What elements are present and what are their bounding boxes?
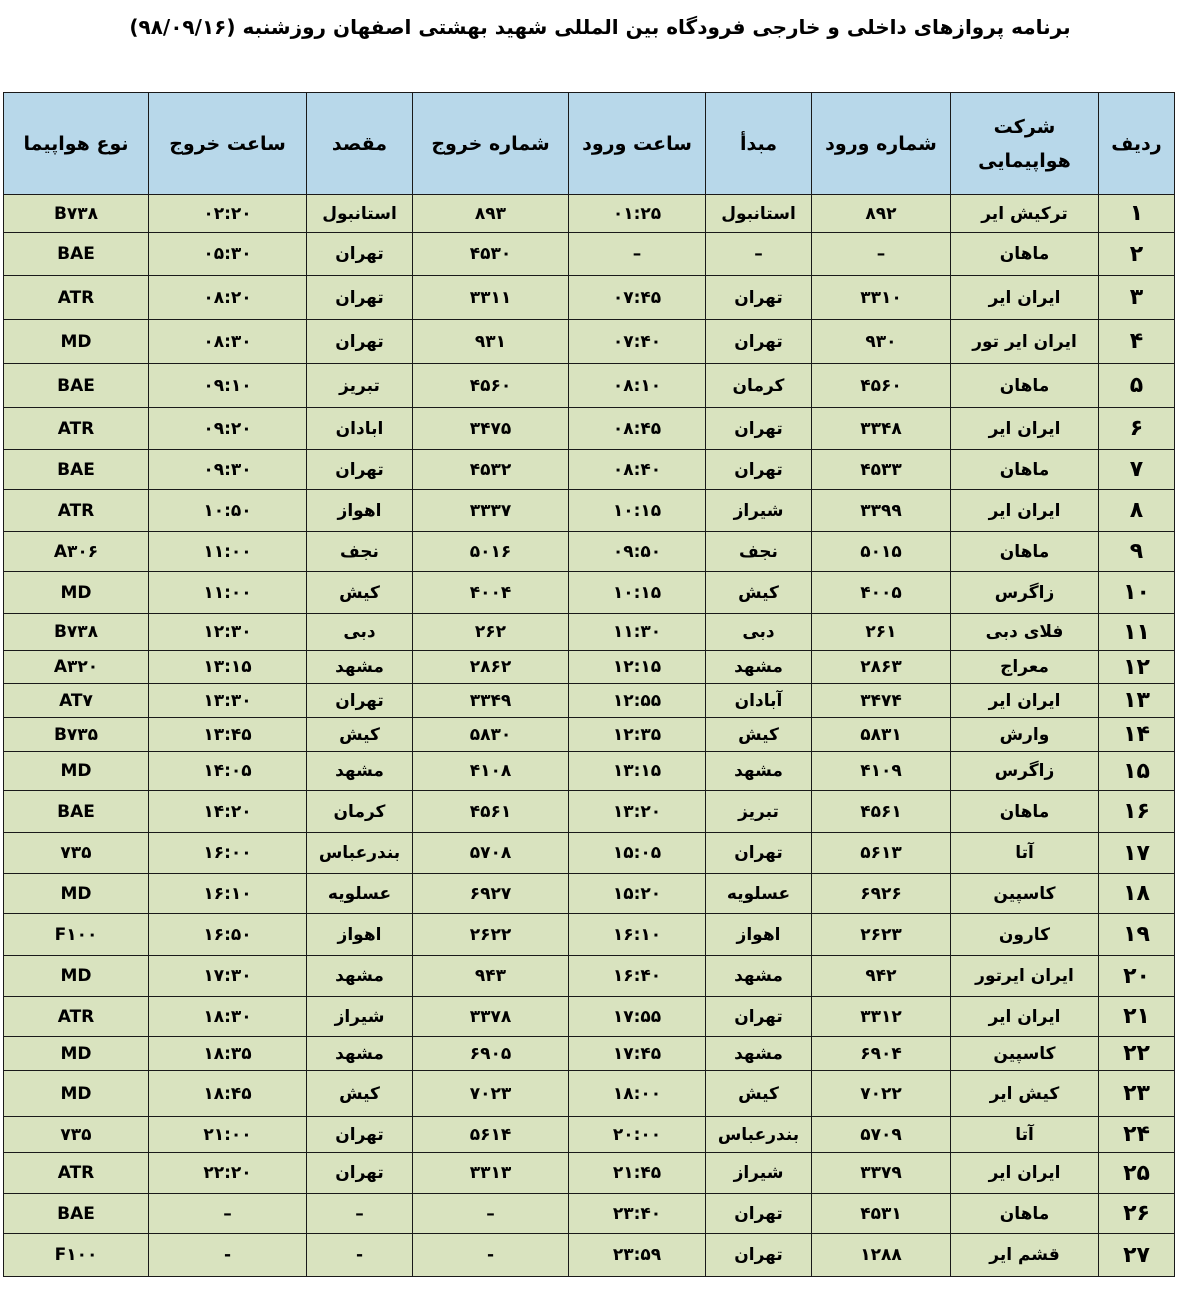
cell-airline: ماهان <box>951 532 1099 572</box>
cell-airline: ایران ایر <box>951 408 1099 450</box>
cell-destination: استانبول <box>307 195 413 233</box>
cell-origin: تبریز <box>706 791 812 833</box>
cell-origin: تهران <box>706 833 812 874</box>
cell-row-number: ۳ <box>1099 276 1175 320</box>
cell-departure-time: ۰۹:۲۰ <box>149 408 307 450</box>
cell-departure-time: ۱۰:۵۰ <box>149 490 307 532</box>
table-row <box>4 1037 1175 1071</box>
cell-arrival-flight-number: ۲۶۲۳ <box>812 914 951 956</box>
cell-row-number: ۱۶ <box>1099 791 1175 833</box>
cell-aircraft-type: MD <box>4 956 149 997</box>
cell-departure-time: - <box>149 1234 307 1277</box>
cell-aircraft-type: BAE <box>4 364 149 408</box>
cell-destination: - <box>307 1234 413 1277</box>
cell-airline: کاسپین <box>951 1037 1099 1071</box>
cell-departure-flight-number: ۵۷۰۸ <box>413 833 569 874</box>
cell-origin: استانبول <box>706 195 812 233</box>
cell-arrival-time: ۱۸:۰۰ <box>569 1071 706 1117</box>
cell-row-number: ۲۶ <box>1099 1194 1175 1234</box>
table-row <box>4 874 1175 914</box>
cell-departure-time: ۱۴:۰۵ <box>149 752 307 791</box>
cell-departure-flight-number: ۲۶۲ <box>413 614 569 651</box>
cell-origin: کیش <box>706 572 812 614</box>
cell-arrival-flight-number: ۴۵۶۰ <box>812 364 951 408</box>
cell-departure-time: ۰۵:۳۰ <box>149 233 307 276</box>
cell-airline: ماهان <box>951 450 1099 490</box>
table-row <box>4 752 1175 791</box>
cell-origin: اهواز <box>706 914 812 956</box>
cell-arrival-flight-number: ۳۳۱۲ <box>812 997 951 1037</box>
cell-row-number: ۹ <box>1099 532 1175 572</box>
cell-departure-time: ۰۸:۳۰ <box>149 320 307 364</box>
cell-row-number: ۲۳ <box>1099 1071 1175 1117</box>
cell-arrival-flight-number: ۳۳۹۹ <box>812 490 951 532</box>
cell-departure-flight-number: ۴۵۶۱ <box>413 791 569 833</box>
cell-arrival-flight-number: ۱۲۸۸ <box>812 1234 951 1277</box>
cell-departure-flight-number: ۲۸۶۲ <box>413 651 569 684</box>
cell-origin: کرمان <box>706 364 812 408</box>
cell-origin: نجف <box>706 532 812 572</box>
cell-departure-flight-number: - <box>413 1234 569 1277</box>
cell-aircraft-type: B۷۳۵ <box>4 718 149 752</box>
cell-airline: ایران ایر <box>951 276 1099 320</box>
cell-destination: شیراز <box>307 997 413 1037</box>
cell-departure-time: ۱۳:۴۵ <box>149 718 307 752</box>
table-row <box>4 450 1175 490</box>
cell-row-number: ۱۹ <box>1099 914 1175 956</box>
table-row <box>4 833 1175 874</box>
cell-arrival-time: ۰۷:۴۵ <box>569 276 706 320</box>
cell-row-number: ۱۱ <box>1099 614 1175 651</box>
cell-departure-flight-number: ۹۳۱ <box>413 320 569 364</box>
cell-departure-time: ۰۹:۳۰ <box>149 450 307 490</box>
cell-departure-flight-number: ۸۹۳ <box>413 195 569 233</box>
cell-arrival-flight-number: ۶۹۰۴ <box>812 1037 951 1071</box>
header-airline: شرکت هواپیمایی <box>951 93 1099 195</box>
cell-departure-time: ۱۶:۰۰ <box>149 833 307 874</box>
cell-row-number: ۱۲ <box>1099 651 1175 684</box>
cell-origin: بندرعباس <box>706 1117 812 1153</box>
cell-airline: قشم ایر <box>951 1234 1099 1277</box>
cell-destination: مشهد <box>307 956 413 997</box>
cell-arrival-flight-number: ۴۱۰۹ <box>812 752 951 791</box>
cell-arrival-time: ۱۱:۳۰ <box>569 614 706 651</box>
cell-airline: ایران ایر <box>951 1153 1099 1194</box>
cell-departure-time: ۱۸:۴۵ <box>149 1071 307 1117</box>
cell-departure-time: ۱۶:۱۰ <box>149 874 307 914</box>
cell-arrival-flight-number: ۴۵۶۱ <box>812 791 951 833</box>
cell-departure-flight-number: ۷۰۲۳ <box>413 1071 569 1117</box>
table-row <box>4 408 1175 450</box>
cell-aircraft-type: F۱۰۰ <box>4 914 149 956</box>
cell-row-number: ۵ <box>1099 364 1175 408</box>
cell-row-number: ۲۰ <box>1099 956 1175 997</box>
cell-departure-flight-number: ۲۶۲۲ <box>413 914 569 956</box>
cell-departure-flight-number: ۵۶۱۴ <box>413 1117 569 1153</box>
cell-origin: مشهد <box>706 752 812 791</box>
cell-destination: تهران <box>307 276 413 320</box>
cell-origin: تهران <box>706 450 812 490</box>
cell-origin: تهران <box>706 408 812 450</box>
cell-airline: ایران ایرتور <box>951 956 1099 997</box>
cell-row-number: ۸ <box>1099 490 1175 532</box>
cell-arrival-flight-number: ۹۳۰ <box>812 320 951 364</box>
cell-aircraft-type: ۷۳۵ <box>4 1117 149 1153</box>
cell-row-number: ۶ <box>1099 408 1175 450</box>
cell-departure-flight-number: ۳۴۷۵ <box>413 408 569 450</box>
cell-row-number: ۱۵ <box>1099 752 1175 791</box>
cell-origin: – <box>706 233 812 276</box>
cell-arrival-flight-number: ۷۰۲۲ <box>812 1071 951 1117</box>
cell-departure-time: – <box>149 1194 307 1234</box>
cell-arrival-flight-number: ۵۶۱۳ <box>812 833 951 874</box>
cell-departure-flight-number: ۴۰۰۴ <box>413 572 569 614</box>
cell-origin: شیراز <box>706 490 812 532</box>
cell-arrival-flight-number: ۴۵۳۳ <box>812 450 951 490</box>
header-departure-time: ساعت خروج <box>149 93 307 195</box>
cell-aircraft-type: BAE <box>4 233 149 276</box>
cell-row-number: ۴ <box>1099 320 1175 364</box>
cell-arrival-flight-number: ۴۵۳۱ <box>812 1194 951 1234</box>
cell-row-number: ۱۰ <box>1099 572 1175 614</box>
table-row <box>4 233 1175 276</box>
cell-destination: عسلویه <box>307 874 413 914</box>
cell-origin: مشهد <box>706 956 812 997</box>
cell-departure-time: ۱۳:۳۰ <box>149 684 307 718</box>
cell-arrival-time: ۰۱:۲۵ <box>569 195 706 233</box>
cell-row-number: ۱۸ <box>1099 874 1175 914</box>
cell-row-number: ۱۳ <box>1099 684 1175 718</box>
cell-aircraft-type: MD <box>4 320 149 364</box>
cell-aircraft-type: ATR <box>4 408 149 450</box>
cell-arrival-flight-number: ۶۹۲۶ <box>812 874 951 914</box>
cell-arrival-time: ۱۲:۱۵ <box>569 651 706 684</box>
cell-origin: شیراز <box>706 1153 812 1194</box>
table-row <box>4 684 1175 718</box>
cell-airline: زاگرس <box>951 572 1099 614</box>
cell-departure-time: ۲۱:۰۰ <box>149 1117 307 1153</box>
table-header <box>4 93 1175 195</box>
cell-departure-time: ۱۲:۳۰ <box>149 614 307 651</box>
cell-departure-flight-number: ۳۳۷۸ <box>413 997 569 1037</box>
cell-origin: کیش <box>706 718 812 752</box>
cell-arrival-flight-number: ۴۰۰۵ <box>812 572 951 614</box>
cell-arrival-time: ۰۹:۵۰ <box>569 532 706 572</box>
cell-aircraft-type: MD <box>4 1037 149 1071</box>
header-destination: مقصد <box>307 93 413 195</box>
cell-arrival-flight-number: ۹۴۲ <box>812 956 951 997</box>
cell-destination: اهواز <box>307 490 413 532</box>
cell-aircraft-type: F۱۰۰ <box>4 1234 149 1277</box>
cell-aircraft-type: BAE <box>4 1194 149 1234</box>
cell-airline: ایران ایر <box>951 684 1099 718</box>
cell-departure-time: ۰۲:۲۰ <box>149 195 307 233</box>
table-row <box>4 320 1175 364</box>
cell-row-number: ۲۲ <box>1099 1037 1175 1071</box>
cell-aircraft-type: BAE <box>4 791 149 833</box>
cell-airline: ماهان <box>951 364 1099 408</box>
cell-aircraft-type: A۳۲۰ <box>4 651 149 684</box>
cell-arrival-flight-number: – <box>812 233 951 276</box>
cell-airline: ایران ایر <box>951 997 1099 1037</box>
cell-departure-flight-number: ۳۳۳۷ <box>413 490 569 532</box>
table-row <box>4 791 1175 833</box>
cell-arrival-flight-number: ۵۰۱۵ <box>812 532 951 572</box>
cell-origin: تهران <box>706 997 812 1037</box>
cell-aircraft-type: BAE <box>4 450 149 490</box>
cell-row-number: ۱۷ <box>1099 833 1175 874</box>
cell-row-number: ۱ <box>1099 195 1175 233</box>
table-row <box>4 532 1175 572</box>
table-row <box>4 1117 1175 1153</box>
cell-arrival-time: ۱۷:۵۵ <box>569 997 706 1037</box>
table-row <box>4 1071 1175 1117</box>
table-row <box>4 718 1175 752</box>
cell-origin: کیش <box>706 1071 812 1117</box>
cell-destination: بندرعباس <box>307 833 413 874</box>
cell-aircraft-type: ATR <box>4 997 149 1037</box>
table-row <box>4 364 1175 408</box>
cell-arrival-time: ۱۲:۳۵ <box>569 718 706 752</box>
table-row <box>4 276 1175 320</box>
cell-arrival-time: ۱۶:۴۰ <box>569 956 706 997</box>
header-aircraft-type: نوع هواپیما <box>4 93 149 195</box>
cell-destination: نجف <box>307 532 413 572</box>
cell-aircraft-type: ATR <box>4 276 149 320</box>
cell-aircraft-type: B۷۳۸ <box>4 195 149 233</box>
cell-departure-time: ۰۹:۱۰ <box>149 364 307 408</box>
cell-airline: آتا <box>951 833 1099 874</box>
cell-airline: ترکیش ایر <box>951 195 1099 233</box>
cell-arrival-time: ۱۰:۱۵ <box>569 572 706 614</box>
cell-arrival-time: ۰۸:۴۵ <box>569 408 706 450</box>
table-row <box>4 956 1175 997</box>
cell-airline: وارش <box>951 718 1099 752</box>
cell-origin: مشهد <box>706 651 812 684</box>
cell-arrival-time: ۰۸:۴۰ <box>569 450 706 490</box>
cell-airline: آتا <box>951 1117 1099 1153</box>
cell-arrival-time: ۲۱:۴۵ <box>569 1153 706 1194</box>
cell-airline: فلای دبی <box>951 614 1099 651</box>
cell-origin: تهران <box>706 276 812 320</box>
table-row <box>4 914 1175 956</box>
table-row <box>4 572 1175 614</box>
cell-aircraft-type: MD <box>4 572 149 614</box>
cell-departure-time: ۱۱:۰۰ <box>149 532 307 572</box>
cell-arrival-flight-number: ۲۸۶۳ <box>812 651 951 684</box>
table-row <box>4 651 1175 684</box>
cell-arrival-flight-number: ۲۶۱ <box>812 614 951 651</box>
cell-departure-time: ۰۸:۲۰ <box>149 276 307 320</box>
cell-departure-flight-number: ۵۸۳۰ <box>413 718 569 752</box>
cell-arrival-flight-number: ۸۹۲ <box>812 195 951 233</box>
cell-airline: کارون <box>951 914 1099 956</box>
cell-departure-flight-number: ۴۵۳۰ <box>413 233 569 276</box>
cell-airline: معراج <box>951 651 1099 684</box>
cell-destination: تهران <box>307 684 413 718</box>
cell-departure-flight-number: ۳۳۴۹ <box>413 684 569 718</box>
cell-arrival-flight-number: ۳۳۱۰ <box>812 276 951 320</box>
cell-departure-time: ۱۳:۱۵ <box>149 651 307 684</box>
table-row <box>4 997 1175 1037</box>
cell-destination: کیش <box>307 572 413 614</box>
cell-destination: مشهد <box>307 1037 413 1071</box>
cell-departure-flight-number: ۶۹۰۵ <box>413 1037 569 1071</box>
cell-row-number: ۱۴ <box>1099 718 1175 752</box>
cell-arrival-flight-number: ۵۸۳۱ <box>812 718 951 752</box>
cell-destination: کیش <box>307 1071 413 1117</box>
cell-arrival-time: ۱۳:۱۵ <box>569 752 706 791</box>
table-row <box>4 1153 1175 1194</box>
cell-aircraft-type: MD <box>4 752 149 791</box>
cell-arrival-time: ۱۳:۲۰ <box>569 791 706 833</box>
table-row <box>4 1194 1175 1234</box>
cell-arrival-time: – <box>569 233 706 276</box>
cell-row-number: ۲۱ <box>1099 997 1175 1037</box>
cell-arrival-time: ۱۷:۴۵ <box>569 1037 706 1071</box>
cell-airline: کیش ایر <box>951 1071 1099 1117</box>
cell-departure-flight-number: ۹۴۳ <box>413 956 569 997</box>
cell-aircraft-type: ۷۳۵ <box>4 833 149 874</box>
cell-aircraft-type: MD <box>4 1071 149 1117</box>
cell-destination: – <box>307 1194 413 1234</box>
cell-arrival-time: ۱۶:۱۰ <box>569 914 706 956</box>
cell-destination: مشهد <box>307 752 413 791</box>
cell-row-number: ۲ <box>1099 233 1175 276</box>
cell-departure-flight-number: ۳۳۱۳ <box>413 1153 569 1194</box>
cell-destination: تهران <box>307 450 413 490</box>
cell-arrival-time: ۲۰:۰۰ <box>569 1117 706 1153</box>
cell-arrival-time: ۲۳:۵۹ <box>569 1234 706 1277</box>
cell-destination: اهواز <box>307 914 413 956</box>
cell-departure-flight-number: ۵۰۱۶ <box>413 532 569 572</box>
cell-departure-time: ۱۱:۰۰ <box>149 572 307 614</box>
cell-origin: دبی <box>706 614 812 651</box>
cell-destination: کرمان <box>307 791 413 833</box>
page-title: برنامه پروازهای داخلی و خارجی فرودگاه بین المللی شهید بهشتی اصفهان روزشنبه (۹۸/۰۹/۱۶) <box>129 15 1071 39</box>
cell-arrival-flight-number: ۳۳۴۸ <box>812 408 951 450</box>
cell-departure-time: ۱۴:۲۰ <box>149 791 307 833</box>
cell-departure-flight-number: – <box>413 1194 569 1234</box>
cell-airline: ایران ایر <box>951 490 1099 532</box>
cell-aircraft-type: ATR <box>4 1153 149 1194</box>
cell-departure-time: ۱۷:۳۰ <box>149 956 307 997</box>
cell-origin: تهران <box>706 1194 812 1234</box>
cell-airline: کاسپین <box>951 874 1099 914</box>
cell-destination: دبی <box>307 614 413 651</box>
cell-airline: ایران ایر تور <box>951 320 1099 364</box>
cell-arrival-flight-number: ۳۴۷۴ <box>812 684 951 718</box>
header-arrival-flight-number: شماره ورود <box>812 93 951 195</box>
cell-airline: ماهان <box>951 233 1099 276</box>
cell-origin: تهران <box>706 320 812 364</box>
cell-departure-time: ۱۶:۵۰ <box>149 914 307 956</box>
cell-row-number: ۲۵ <box>1099 1153 1175 1194</box>
cell-destination: مشهد <box>307 651 413 684</box>
cell-aircraft-type: B۷۳۸ <box>4 614 149 651</box>
cell-row-number: ۲۷ <box>1099 1234 1175 1277</box>
cell-arrival-flight-number: ۳۳۷۹ <box>812 1153 951 1194</box>
header-arrival-time: ساعت ورود <box>569 93 706 195</box>
cell-destination: تهران <box>307 1117 413 1153</box>
cell-destination: کیش <box>307 718 413 752</box>
cell-aircraft-type: AT۷ <box>4 684 149 718</box>
cell-origin: آبادان <box>706 684 812 718</box>
header-row-number: ردیف <box>1099 93 1175 195</box>
cell-departure-flight-number: ۶۹۲۷ <box>413 874 569 914</box>
cell-departure-flight-number: ۴۵۳۲ <box>413 450 569 490</box>
cell-aircraft-type: A۳۰۶ <box>4 532 149 572</box>
cell-arrival-time: ۲۳:۴۰ <box>569 1194 706 1234</box>
cell-aircraft-type: MD <box>4 874 149 914</box>
cell-departure-flight-number: ۴۵۶۰ <box>413 364 569 408</box>
cell-origin: عسلویه <box>706 874 812 914</box>
table-row <box>4 614 1175 651</box>
cell-destination: تهران <box>307 320 413 364</box>
cell-airline: ماهان <box>951 791 1099 833</box>
cell-arrival-time: ۰۷:۴۰ <box>569 320 706 364</box>
cell-departure-time: ۱۸:۳۵ <box>149 1037 307 1071</box>
cell-departure-time: ۱۸:۳۰ <box>149 997 307 1037</box>
cell-aircraft-type: ATR <box>4 490 149 532</box>
cell-airline: زاگرس <box>951 752 1099 791</box>
cell-destination: تبریز <box>307 364 413 408</box>
cell-destination: تهران <box>307 233 413 276</box>
header-origin: مبدأ <box>706 93 812 195</box>
cell-arrival-time: ۱۲:۵۵ <box>569 684 706 718</box>
table-row <box>4 490 1175 532</box>
cell-arrival-flight-number: ۵۷۰۹ <box>812 1117 951 1153</box>
table-row <box>4 1234 1175 1277</box>
flight-schedule-table <box>3 92 1175 1277</box>
cell-arrival-time: ۱۵:۲۰ <box>569 874 706 914</box>
table-row <box>4 195 1175 233</box>
table-body <box>4 195 1175 1277</box>
cell-origin: تهران <box>706 1234 812 1277</box>
cell-airline: ماهان <box>951 1194 1099 1234</box>
cell-departure-time: ۲۲:۲۰ <box>149 1153 307 1194</box>
cell-arrival-time: ۱۰:۱۵ <box>569 490 706 532</box>
cell-departure-flight-number: ۳۳۱۱ <box>413 276 569 320</box>
cell-arrival-time: ۰۸:۱۰ <box>569 364 706 408</box>
cell-destination: تهران <box>307 1153 413 1194</box>
cell-departure-flight-number: ۴۱۰۸ <box>413 752 569 791</box>
cell-origin: مشهد <box>706 1037 812 1071</box>
cell-row-number: ۲۴ <box>1099 1117 1175 1153</box>
cell-arrival-time: ۱۵:۰۵ <box>569 833 706 874</box>
header-departure-flight-number: شماره خروج <box>413 93 569 195</box>
header-row <box>4 93 1175 195</box>
cell-row-number: ۷ <box>1099 450 1175 490</box>
cell-destination: ابادان <box>307 408 413 450</box>
